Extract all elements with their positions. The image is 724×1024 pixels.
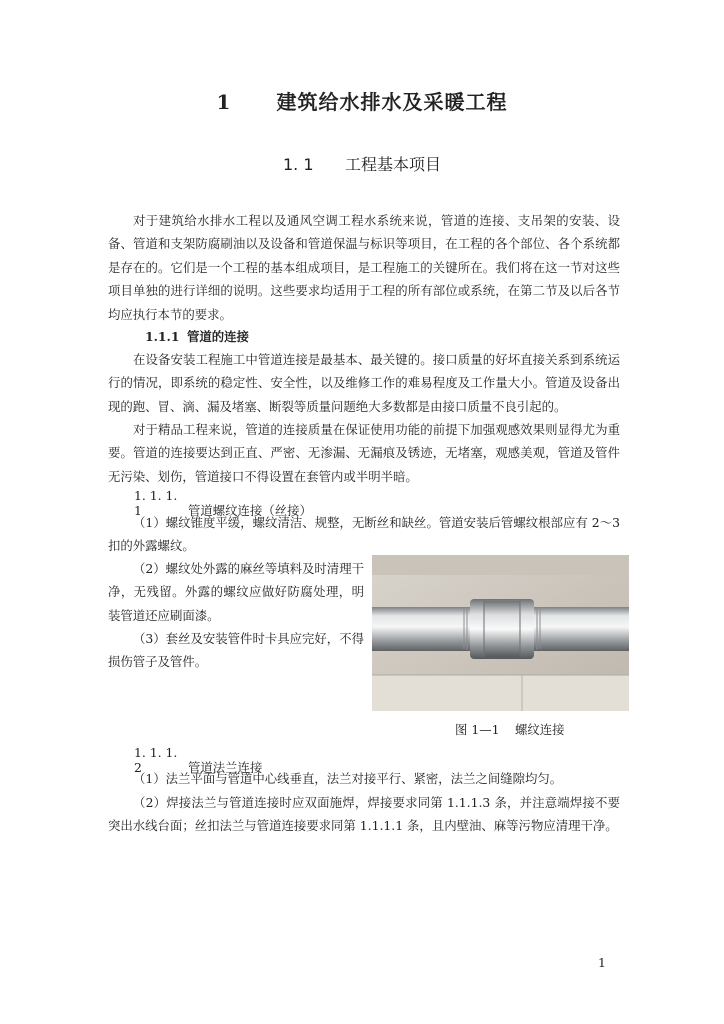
page-number: 1: [598, 955, 606, 970]
section-title: 工程基本项目: [344, 155, 441, 174]
flange-item-2: （2）焊接法兰与管道连接时应双面施焊，焊接要求同第 1.1.1.3 条，并注意端焊接不要突出水线台面；丝扣法兰与管道连接要求同第 1.1.1.1 条，且内壁油、麻等污物应清理干净。: [108, 795, 620, 834]
intro-paragraph: 对于建筑给水排水工程以及通风空调工程水系统来说，管道的连接、支吊架的安装、设备、管道和支架防腐刷油以及设备和管道保温与标识等项目，在工程的各个部位、各个系统都是存在的。它们是一个工程的基本组成项目，是工程施工的关键所在。我们将在这一节对这些项目单独的进行详细的说明。这些要求均适用于工程的所有部位或系统，在第二节及以后各节均应执行本节的要求。: [108, 213, 620, 322]
connection-paragraph-1: 在设备安装工程施工中管道连接是最基本、最关键的。接口质量的好坏直接关系到系统运行的情况，即系统的稳定性、安全性，以及维修工作的难易程度及工作量大小。管道及设备出现的跑、冒、滴、漏及堵塞、断裂等质量问题绝大多数都是由接口质量不良引起的。: [108, 352, 620, 414]
threaded-item-2: （2）螺纹处外露的麻丝等填料及时清理干净，无残留。外露的螺纹应做好防腐处理，明装管道还应刷面漆。: [108, 561, 364, 623]
subsubsection-number: 1. 1. 1. 2: [134, 745, 178, 775]
threaded-item-3: （3）套丝及安装管件时卡具应完好，不得损伤管子及管件。: [108, 631, 364, 670]
subsection-heading-1-1-1: [145, 327, 249, 345]
subsection-number: 1.1.1: [145, 329, 180, 344]
connection-paragraph-2: 对于精品工程来说，管道的连接质量在保证使用功能的前提下加强观感效果则显得尤为重要。管道的连接要达到正直、严密、无渗漏、无漏痕及锈迹，无堵塞，观感美观，管道及管件无污染、划伤，管道接口不得设置在套管内或半明半暗。: [108, 422, 620, 484]
subsection-title: 管道的连接: [187, 329, 249, 344]
figure-label: 图 1—1: [455, 722, 500, 737]
figure-caption: [455, 720, 565, 738]
section-number: 1. 1: [282, 155, 314, 174]
subsubsection-title: 管道螺纹连接（丝接）: [188, 503, 312, 518]
section-heading: [0, 152, 724, 175]
chapter-heading: [0, 86, 724, 115]
flange-item-1: （1）法兰平面与管道中心线垂直，法兰对接平行、紧密，法兰之间缝隙均匀。: [133, 771, 563, 786]
threaded-item-1: （1）螺纹锥度平缓，螺纹清洁、规整，无断丝和缺丝。管道安装后管螺纹根部应有 2～3 扣的外露螺纹。: [108, 515, 620, 554]
subsubsection-title: 管道法兰连接: [188, 760, 263, 775]
chapter-number: 1: [216, 90, 232, 114]
threaded-pipe-photo: [372, 555, 629, 711]
chapter-title: 建筑给水排水及采暖工程: [276, 90, 508, 114]
subsubsection-number: 1. 1. 1. 1: [134, 488, 178, 518]
figure-caption-text: 螺纹连接: [515, 722, 565, 737]
